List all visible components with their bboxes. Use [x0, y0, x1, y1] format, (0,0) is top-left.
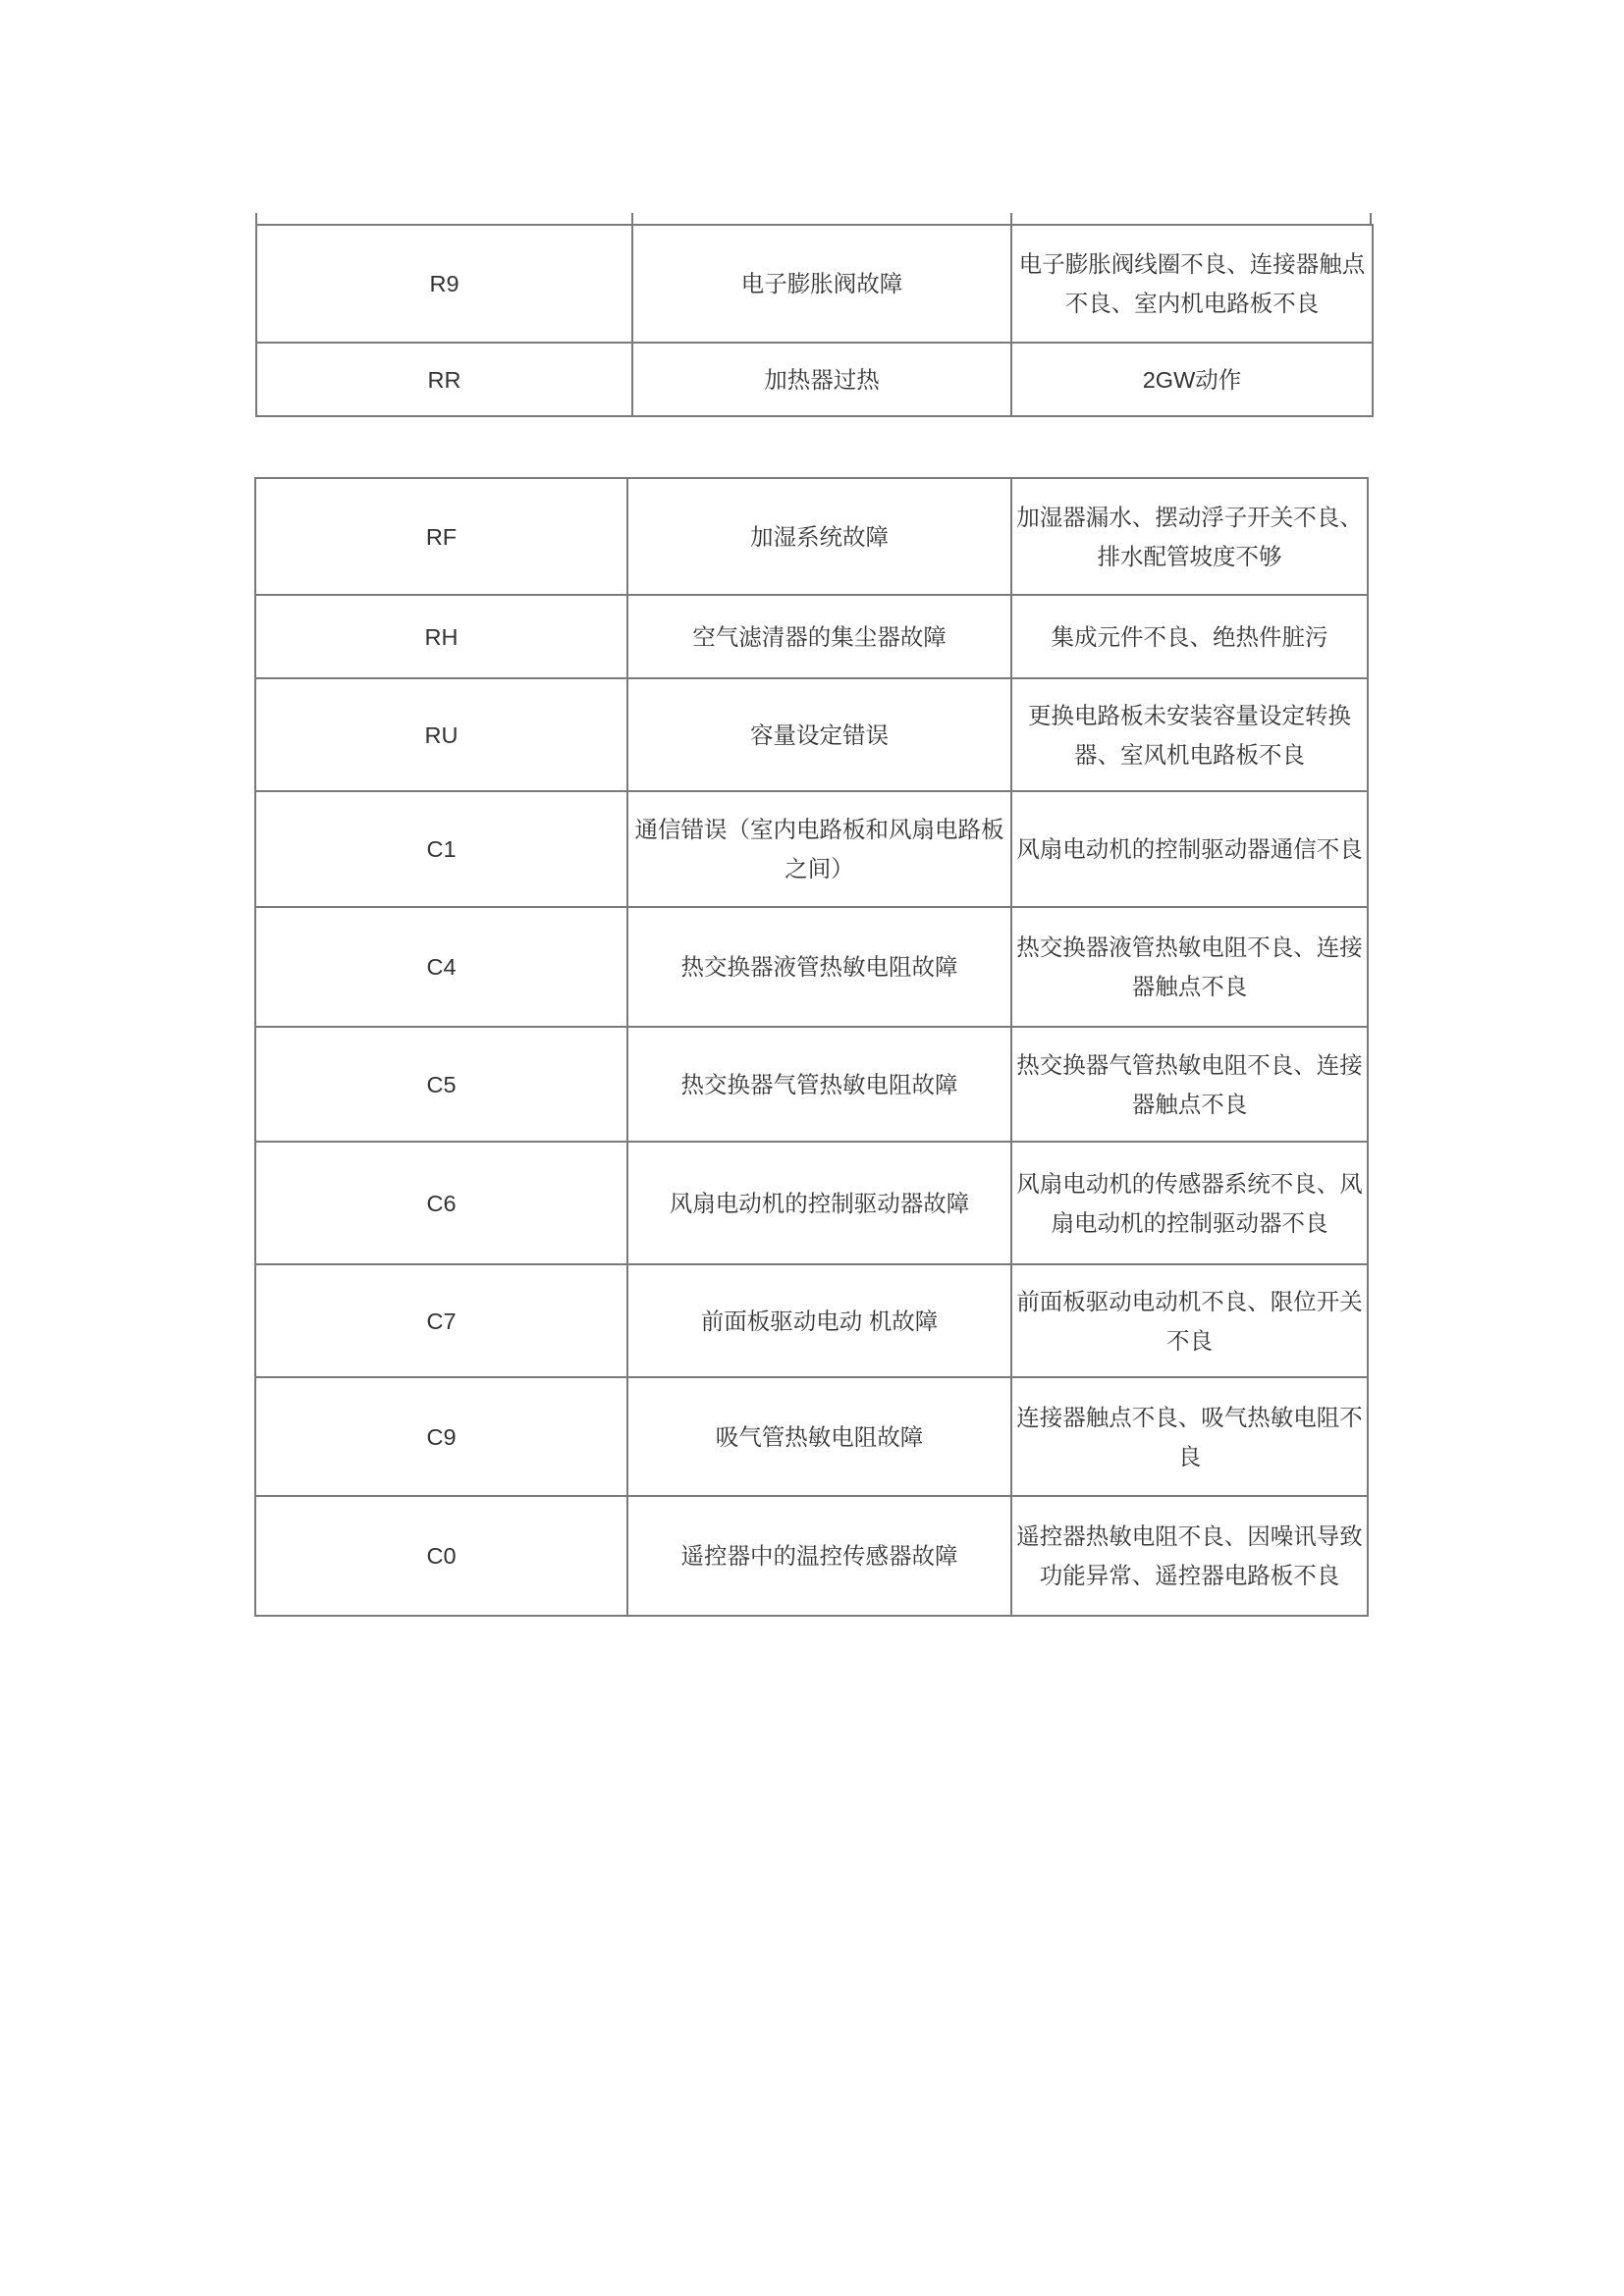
fault-name-cell: 吸气管热敏电阻故障 — [627, 1377, 1011, 1496]
cause-cell: 2GW动作 — [1011, 343, 1373, 416]
error-code-cell: R9 — [256, 225, 632, 343]
cutoff-row-fragment — [255, 213, 1372, 224]
table-row — [255, 1496, 1368, 1616]
cause-cell: 前面板驱动电动机不良、限位开关不良 — [1011, 1264, 1368, 1377]
fault-name-cell: 容量设定错误 — [627, 678, 1011, 791]
table-border-fragment — [1010, 213, 1012, 224]
fault-name-cell: 空气滤清器的集尘器故障 — [627, 595, 1011, 678]
table-row — [256, 225, 1373, 343]
table-row — [255, 791, 1368, 907]
cause-cell: 风扇电动机的控制驱动器通信不良 — [1011, 791, 1368, 907]
cause-cell: 热交换器液管热敏电阻不良、连接器触点不良 — [1011, 907, 1368, 1027]
error-code-cell: C4 — [255, 907, 627, 1027]
table-row — [255, 1027, 1368, 1142]
cause-cell: 集成元件不良、绝热件脏污 — [1011, 595, 1368, 678]
error-code-cell: C9 — [255, 1377, 627, 1496]
fault-name-cell: 通信错误（室内电路板和风扇电路板之间） — [627, 791, 1011, 907]
table-row — [255, 678, 1368, 791]
cause-cell: 遥控器热敏电阻不良、因噪讯导致功能异常、遥控器电路板不良 — [1011, 1496, 1368, 1616]
cause-cell: 加湿器漏水、摆动浮子开关不良、排水配管坡度不够 — [1011, 478, 1368, 595]
error-code-cell: C7 — [255, 1264, 627, 1377]
upper-error-code-table — [255, 224, 1374, 417]
fault-name-cell: 风扇电动机的控制驱动器故障 — [627, 1142, 1011, 1264]
error-code-cell: RH — [255, 595, 627, 678]
table-row — [255, 907, 1368, 1027]
cause-cell: 热交换器气管热敏电阻不良、连接器触点不良 — [1011, 1027, 1368, 1142]
table-border-fragment — [1370, 213, 1372, 224]
table-row — [255, 595, 1368, 678]
fault-name-cell: 遥控器中的温控传感器故障 — [627, 1496, 1011, 1616]
fault-name-cell: 加湿系统故障 — [627, 478, 1011, 595]
error-code-cell: C6 — [255, 1142, 627, 1264]
cause-cell: 电子膨胀阀线圈不良、连接器触点不良、室内机电路板不良 — [1011, 225, 1373, 343]
fault-name-cell: 前面板驱动电动 机故障 — [627, 1264, 1011, 1377]
error-code-cell: C1 — [255, 791, 627, 907]
fault-name-cell: 热交换器液管热敏电阻故障 — [627, 907, 1011, 1027]
error-code-cell: RU — [255, 678, 627, 791]
table-row — [256, 343, 1373, 416]
error-code-cell: RR — [256, 343, 632, 416]
table-border-fragment — [255, 213, 257, 224]
table-row — [255, 1142, 1368, 1264]
table-row — [255, 1264, 1368, 1377]
table-row — [255, 1377, 1368, 1496]
cause-cell: 连接器触点不良、吸气热敏电阻不良 — [1011, 1377, 1368, 1496]
cause-cell: 风扇电动机的传感器系统不良、风扇电动机的控制驱动器不良 — [1011, 1142, 1368, 1264]
fault-name-cell: 加热器过热 — [632, 343, 1011, 416]
lower-error-code-table — [254, 477, 1369, 1617]
error-code-cell: RF — [255, 478, 627, 595]
cause-cell: 更换电路板未安装容量设定转换器、室风机电路板不良 — [1011, 678, 1368, 791]
fault-name-cell: 热交换器气管热敏电阻故障 — [627, 1027, 1011, 1142]
table-row — [255, 478, 1368, 595]
error-code-cell: C5 — [255, 1027, 627, 1142]
table-border-fragment — [631, 213, 633, 224]
fault-name-cell: 电子膨胀阀故障 — [632, 225, 1011, 343]
error-code-cell: C0 — [255, 1496, 627, 1616]
